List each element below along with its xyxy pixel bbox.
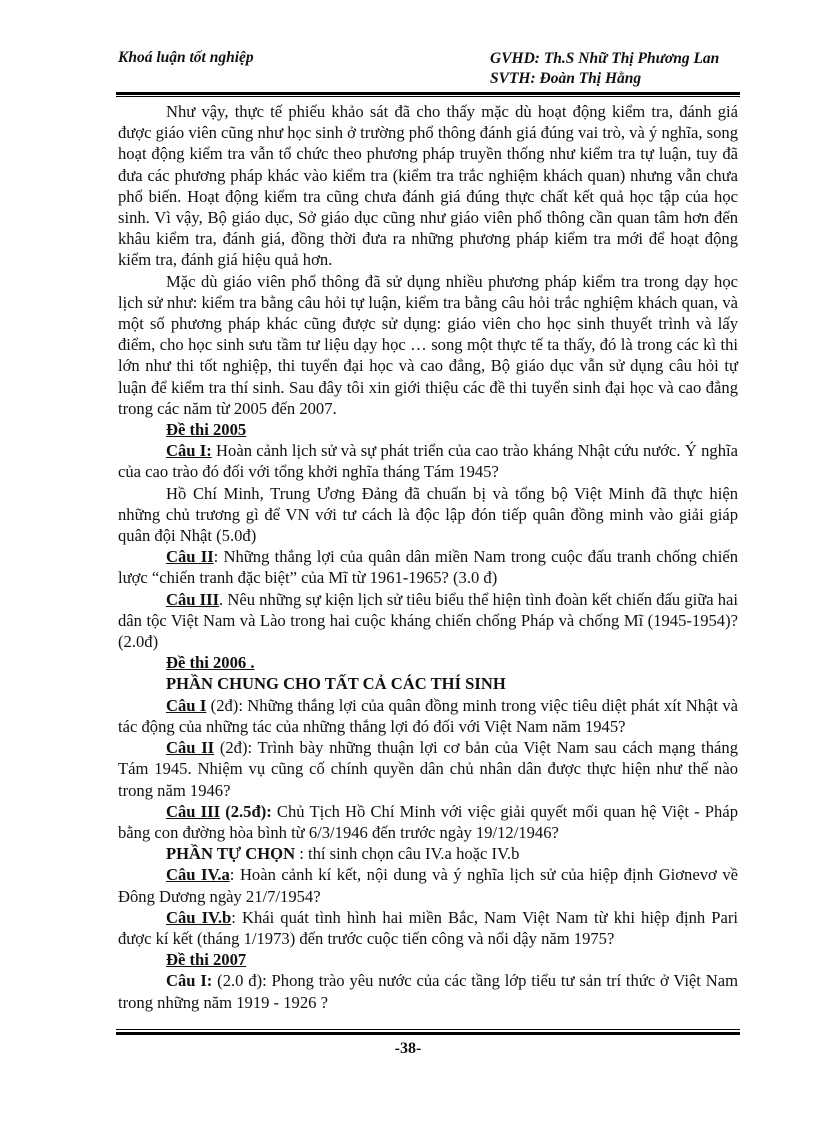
- exam-2007-heading: [118, 949, 738, 970]
- exam-2005-q2: [118, 546, 738, 588]
- header-left: Khoá luận tốt nghiệp: [118, 49, 254, 66]
- q-label: Câu II: [166, 547, 214, 567]
- q-text: Hoàn cảnh lịch sử và sự phát triển của cao trào kháng Nhật cứu nước. Ý nghĩa của cao trào đó đối với tổng khởi nghĩa tháng Tám 1945?: [118, 441, 738, 482]
- exam-2006-q3: [118, 801, 738, 843]
- header-student: SVTH: Đoàn Thị Hằng: [490, 70, 642, 87]
- page-number: -38-: [394, 1040, 422, 1057]
- footer-rule-thick: [116, 1032, 740, 1035]
- exam-2006-q2: [118, 737, 738, 801]
- page-content: [118, 101, 738, 1013]
- exam-2006-q4a: [118, 864, 738, 906]
- optional-part-title: PHẦN TỰ CHỌN: [166, 844, 296, 864]
- q-label: Câu IV.a: [166, 865, 230, 885]
- q-label: Câu I: [166, 695, 207, 715]
- exam-2006-heading: [118, 652, 738, 673]
- exam-2007-q1: [118, 970, 738, 1012]
- header-right: [490, 49, 719, 89]
- q-text: : Những thắng lợi của quân dân miền Nam trong cuộc đấu tranh chống chiến lược “chiến tranh đặc biệt” của Mĩ từ 1961-1965? (3.0 đ): [118, 547, 738, 588]
- paragraph-1: Như vậy, thực tế phiếu khảo sát đã cho thấy mặc dù hoạt động kiểm tra, đánh giá được giáo viên cũng như học sinh ở trường phổ thông đánh giá đúng vai trò, và ý nghĩa, song hoạt động kiểm tra vẫn tổ chức theo phương pháp truyền thống như kiểm tra tự luận, tuy đã đưa các phương pháp khác vào kiểm tra (kiểm tra trắc nghiệm khách quan) nhưng vẫn chưa phổ biến. Hoạt động kiểm tra cũng chưa đánh giá đúng thực chất kết quả học tập của học sinh. Vì vậy, Bộ giáo dục, Sở giáo dục cũng như giáo viên phổ thông cần quan tâm hơn đến khâu kiểm tra, đánh giá, đồng thời đưa ra những phương pháp kiểm tra mới để hoạt động kiểm tra, đánh giá hiệu quả hơn.: [118, 102, 738, 270]
- q-text: (2đ): Trình bày những thuận lợi cơ bản của Việt Nam sau cách mạng tháng Tám 1945. Nhiệm vụ cũng cố chính quyền dân chủ nhân dân được thực hiện như thế nào trong năm 1946?: [118, 738, 738, 800]
- footer-rule-thin: [116, 1029, 740, 1030]
- q-points: (2.5đ):: [220, 801, 272, 821]
- exam-2005-q3: [118, 589, 738, 653]
- header-supervisor: GVHD: Th.S Nhữ Thị Phương Lan: [490, 50, 720, 67]
- q-text: . Nêu những sự kiện lịch sử tiêu biểu thể hiện tình đoàn kết chiến đấu giữa hai dân tộc Việt Nam và Lào trong hai cuộc kháng chiến chống Pháp và chống Mĩ (1945-1954)? (2.0đ): [118, 589, 739, 652]
- common-part-title: PHẦN CHUNG CHO TẤT CẢ CÁC THÍ SINH: [166, 674, 506, 694]
- paragraph-2: Mặc dù giáo viên phổ thông đã sử dụng nhiều phương pháp kiểm tra trong dạy học lịch sử như: kiểm tra bằng câu hỏi tự luận, kiểm tra bằng câu hỏi trắc nghiệm khách quan, và một số phương pháp khác cũng được sử dụng: giáo viên cho học sinh thuyết trình và lấy điểm, cho học sinh sưu tầm tư liệu dạy học … song một thực tế ta thấy, đó là trong các kì thi lớn như thi tốt nghiệp, thi tuyển đại học và cao đẳng, Bộ giáo dục vẫn sử dụng câu hỏi tự luận để kiểm tra thí sinh. Sau đây tôi xin giới thiệu các đề thi tuyển sinh đại học và cao đẳng trong các năm từ 2005 đến 2007.: [118, 271, 738, 418]
- header-rule-thin: [116, 96, 740, 97]
- q-label: Câu III: [166, 589, 220, 609]
- q-label: Câu II: [166, 738, 215, 758]
- q-text: Chủ Tịch Hồ Chí Minh với việc giải quyết mối quan hệ Việt - Pháp bằng con đường hòa bình từ 6/3/1946 đến trước ngày 19/12/1946?: [118, 801, 738, 842]
- common-part-heading: [118, 673, 738, 694]
- exam-2006-title: Đề thi 2006 .: [166, 653, 255, 673]
- q-text: (2.0 đ): Phong trào yêu nước của các tầng lớp tiểu tư sản trí thức ở Việt Nam trong những năm 1919 - 1926 ?: [118, 971, 738, 1012]
- header-rule-thick: [116, 92, 740, 95]
- exam-2005-q1-part2: Hồ Chí Minh, Trung Ương Đảng đã chuẩn bị và tổng bộ Việt Minh đã thực hiện những chủ trương gì để VN với tư cách là độc lập đón tiếp quân đồng minh vào giải giáp quân đội Nhật (5.0đ): [118, 483, 738, 546]
- q-text: : Khái quát tình hình hai miền Bắc, Nam Việt Nam từ khi hiệp định Pari được kí kết (tháng 1/1973) đến trước cuộc tiến công và nổi dậy năm 1975?: [118, 907, 738, 948]
- exam-2005-q1: [118, 440, 738, 482]
- optional-part-text: : thí sinh chọn câu IV.a hoặc IV.b: [295, 844, 520, 864]
- optional-part: [118, 843, 738, 864]
- q-label: Câu I:: [166, 441, 212, 461]
- q-label: Câu III: [166, 801, 221, 821]
- q-text: : Hoàn cảnh kí kết, nội dung và ý nghĩa lịch sử của hiệp định Giơnevơ về Đông Dương ngày 21/7/1954?: [118, 865, 738, 906]
- exam-2006-q1: [118, 695, 738, 737]
- q-label: Câu IV.b: [166, 907, 232, 927]
- q-label: Câu I:: [166, 971, 213, 991]
- exam-2005-title: Đề thi 2005: [166, 420, 247, 440]
- exam-2007-title: Đề thi 2007: [166, 950, 247, 970]
- exam-2005-heading: [118, 419, 738, 440]
- exam-2006-q4b: [118, 907, 738, 949]
- q-text: (2đ): Những thắng lợi của quân đồng minh trong việc tiêu diệt phát xít Nhật và tác động của những tác của những thắng lợi đó đối với Việt Nam năm 1945?: [118, 695, 738, 736]
